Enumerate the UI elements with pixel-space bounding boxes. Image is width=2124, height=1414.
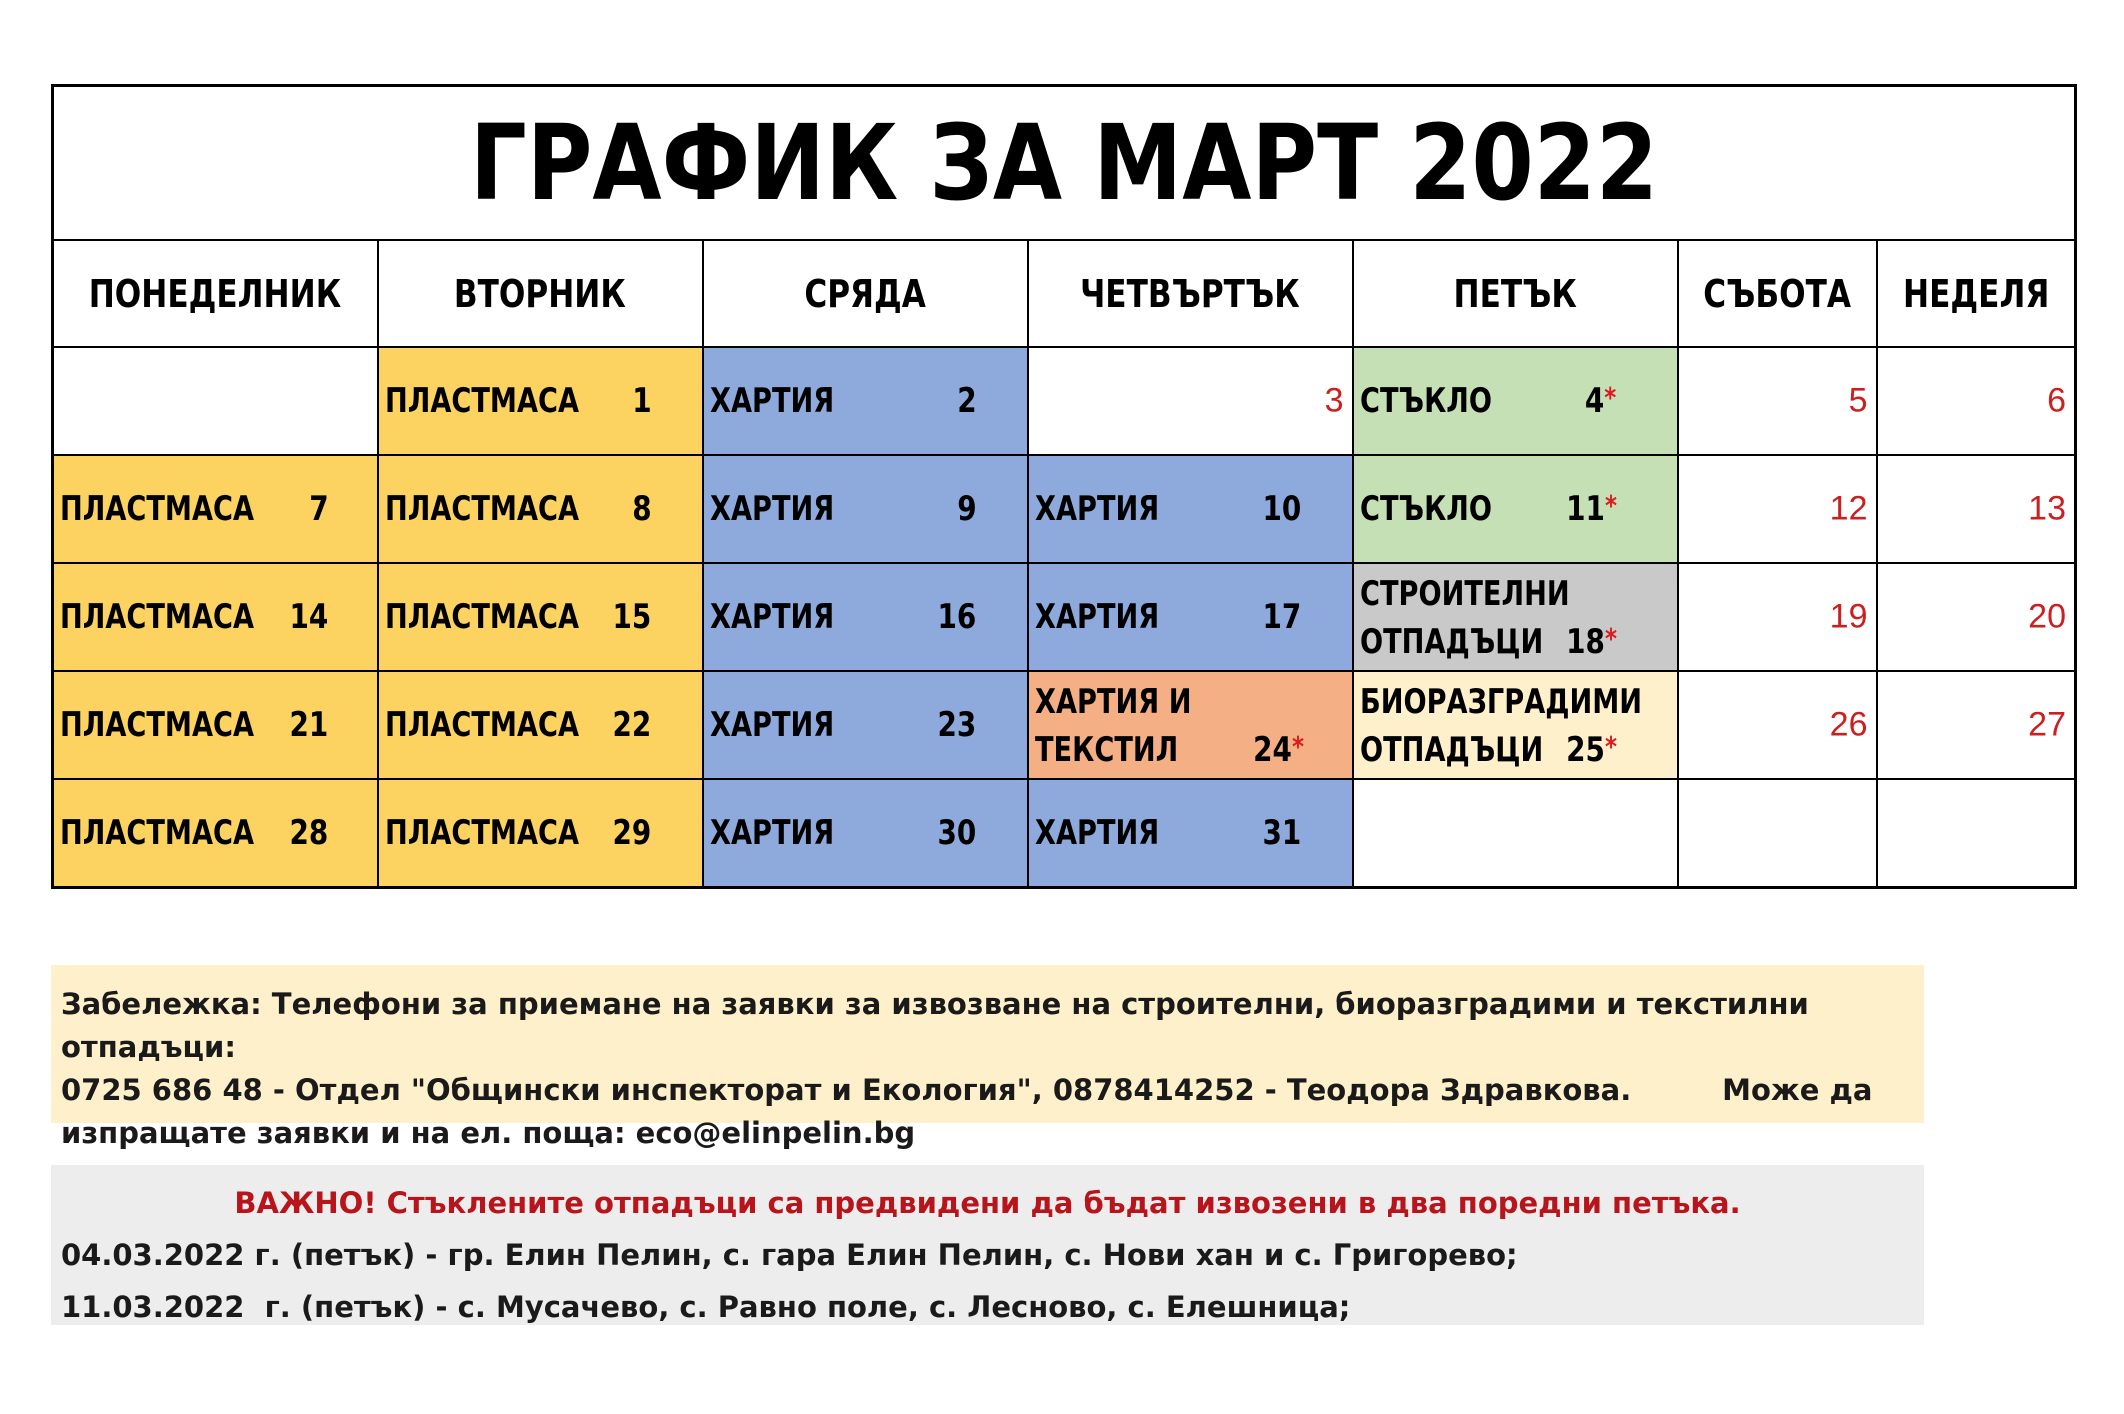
day-cell <box>378 347 703 455</box>
day-number <box>290 813 329 853</box>
day-cell <box>378 455 703 563</box>
day-cell-content <box>379 564 702 670</box>
day-cell <box>1678 671 1877 779</box>
day-cell-content <box>1878 456 2075 562</box>
day-cell-content <box>1679 456 1876 562</box>
day-cell <box>1353 563 1678 671</box>
day-number <box>1566 622 1617 662</box>
collection-label-line: БИОРАЗГРАДИМИ <box>1359 682 1642 722</box>
day-cell-content <box>1354 780 1677 886</box>
day-number: 12 <box>1829 489 1868 528</box>
day-number-text: 17 <box>1262 597 1302 637</box>
day-cell-content <box>379 348 702 454</box>
day-cell-content <box>379 456 702 562</box>
day-number: 20 <box>2028 597 2066 636</box>
day-number <box>613 705 652 745</box>
day-number-text: 2 <box>957 381 977 421</box>
important-box <box>51 1165 1924 1325</box>
day-cell <box>378 563 703 671</box>
day-cell-content <box>1354 348 1677 454</box>
week-row <box>53 347 2076 455</box>
day-number <box>938 597 977 637</box>
day-cell <box>1353 347 1678 455</box>
day-cell-content <box>1354 456 1677 562</box>
schedule-table <box>51 84 2077 889</box>
day-number-text: 9 <box>957 489 977 529</box>
collection-label <box>1360 570 1570 666</box>
day-cell <box>1678 455 1877 563</box>
day-number: 26 <box>1829 705 1868 744</box>
day-cell-content <box>1029 780 1352 886</box>
day-cell <box>53 671 378 779</box>
day-number: 3 <box>1324 381 1344 420</box>
collection-label: ХАРТИЯ <box>1034 597 1159 637</box>
collection-label: ХАРТИЯ <box>709 489 834 529</box>
collection-label-line: ОТПАДЪЦИ <box>1359 730 1543 770</box>
page-title: ГРАФИК ЗА МАРТ 2022 <box>469 102 1659 224</box>
day-cell <box>703 779 1028 888</box>
day-cell-content <box>54 564 377 670</box>
collection-label: ПЛАСТМАСА <box>60 813 255 853</box>
day-number <box>1585 381 1616 421</box>
weekday-header <box>53 240 378 347</box>
day-cell <box>378 671 703 779</box>
day-cell-content <box>1679 672 1876 778</box>
day-cell <box>1353 455 1678 563</box>
day-number <box>309 489 328 529</box>
day-number <box>1566 730 1617 770</box>
day-cell-content <box>1354 564 1677 670</box>
day-number-text: 22 <box>612 705 652 745</box>
day-cell-content <box>704 780 1027 886</box>
day-cell <box>1678 563 1877 671</box>
day-number <box>290 705 329 745</box>
day-number-text: 31 <box>1262 813 1302 853</box>
day-cell <box>1353 779 1678 888</box>
day-cell-content <box>1029 456 1352 562</box>
important-warning: ВАЖНО! Стъклените отпадъци са предвидени да бъдат извозени в два поредни петъка. <box>234 1186 1741 1220</box>
day-cell <box>53 455 378 563</box>
day-number-text: 18 <box>1565 622 1605 662</box>
day-number-text: 23 <box>937 705 977 745</box>
collection-label: ПЛАСТМАСА <box>384 705 579 745</box>
asterisk-mark: * <box>1604 730 1617 763</box>
week-row <box>53 671 2076 779</box>
asterisk-mark: * <box>1604 381 1617 414</box>
day-cell-content <box>704 672 1027 778</box>
weekday-label: СЪБОТА <box>1703 271 1851 316</box>
day-cell <box>53 347 378 455</box>
day-cell <box>1678 779 1877 888</box>
day-number: 5 <box>1848 381 1868 420</box>
collection-label: ХАРТИЯ <box>709 705 834 745</box>
day-number-text: 21 <box>289 705 329 745</box>
collection-label: ПЛАСТМАСА <box>60 489 255 529</box>
weekday-header <box>703 240 1028 347</box>
calendar-body <box>53 347 2076 888</box>
collection-label: ХАРТИЯ <box>709 597 834 637</box>
day-cell <box>1877 671 2076 779</box>
day-number <box>1253 730 1304 770</box>
day-cell-content <box>54 672 377 778</box>
day-cell-content <box>1878 672 2075 778</box>
day-cell <box>53 563 378 671</box>
day-number-text: 10 <box>1262 489 1302 529</box>
day-cell-content <box>704 564 1027 670</box>
weekday-header <box>1678 240 1877 347</box>
weekday-header <box>1353 240 1678 347</box>
day-cell-content <box>379 780 702 886</box>
collection-label: СТЪКЛО <box>1359 381 1492 421</box>
weekday-label: ПЕТЪК <box>1453 271 1577 316</box>
day-number <box>613 813 652 853</box>
day-number <box>1263 813 1302 853</box>
weekday-header-row <box>53 240 2076 347</box>
day-number: 13 <box>2028 489 2066 528</box>
collection-label: ПЛАСТМАСА <box>384 597 579 637</box>
day-number-text: 29 <box>612 813 652 853</box>
weekday-header <box>1877 240 2076 347</box>
day-cell-content <box>1679 780 1876 886</box>
note-line: 0725 686 48 - Отдел "Общински инспекторат и Екология", 0878414252 - Теодора Здравкова. Може да <box>61 1073 1873 1107</box>
week-row <box>53 455 2076 563</box>
day-cell <box>703 671 1028 779</box>
day-cell <box>1028 563 1353 671</box>
weekday-label: ЧЕТВЪРТЪК <box>1080 271 1300 316</box>
collection-label: СТЪКЛО <box>1359 489 1492 529</box>
day-cell <box>1028 671 1353 779</box>
day-cell-content <box>54 780 377 886</box>
collection-label: ПЛАСТМАСА <box>384 813 579 853</box>
day-number <box>957 489 976 529</box>
day-number-text: 7 <box>309 489 329 529</box>
collection-label: ПЛАСТМАСА <box>384 489 579 529</box>
day-cell <box>1028 347 1353 455</box>
day-cell-content <box>704 456 1027 562</box>
day-number-text: 11 <box>1565 489 1605 529</box>
collection-label-line: ОТПАДЪЦИ <box>1359 622 1543 662</box>
day-cell-content <box>1029 348 1352 454</box>
day-cell-content <box>379 672 702 778</box>
day-number-text: 4 <box>1585 381 1605 421</box>
day-number <box>957 381 976 421</box>
note-line: изпращате заявки и на ел. поща: eco@elinpelin.bg <box>61 1116 916 1150</box>
day-cell-content <box>1878 780 2075 886</box>
day-number <box>290 597 329 637</box>
weekday-header <box>378 240 703 347</box>
collection-label: ХАРТИЯ <box>1034 813 1159 853</box>
day-cell-content <box>704 348 1027 454</box>
week-row <box>53 779 2076 888</box>
day-number-text: 25 <box>1565 730 1605 770</box>
day-number <box>1263 489 1302 529</box>
day-cell <box>1678 347 1877 455</box>
day-cell <box>1877 563 2076 671</box>
title-cell <box>53 86 2076 241</box>
weekday-label: НЕДЕЛЯ <box>1902 271 2049 316</box>
day-number-text: 14 <box>289 597 329 637</box>
note-box <box>51 965 1924 1150</box>
collection-label: ПЛАСТМАСА <box>60 705 255 745</box>
collection-label-line: ХАРТИЯ И <box>1034 682 1191 722</box>
day-number <box>613 597 652 637</box>
important-line: 11.03.2022 г. (петък) - с. Мусачево, с. Равно поле, с. Лесново, с. Елешница; <box>61 1290 1351 1324</box>
day-number: 6 <box>2047 381 2066 420</box>
day-cell <box>378 779 703 888</box>
day-cell <box>1028 779 1353 888</box>
important-line: 04.03.2022 г. (петък) - гр. Елин Пелин, с. гара Елин Пелин, с. Нови хан и с. Григорево; <box>61 1238 1518 1272</box>
day-number <box>632 489 651 529</box>
day-number-text: 30 <box>937 813 977 853</box>
day-cell-content <box>54 348 377 454</box>
day-cell-content <box>1354 672 1677 778</box>
collection-label: ХАРТИЯ <box>1034 489 1159 529</box>
day-number <box>1566 489 1617 529</box>
collection-label-line: СТРОИТЕЛНИ <box>1359 574 1570 614</box>
asterisk-mark: * <box>1604 622 1617 655</box>
day-number-text: 8 <box>632 489 652 529</box>
weekday-header <box>1028 240 1353 347</box>
collection-label-line: ТЕКСТИЛ <box>1034 730 1178 770</box>
day-number: 27 <box>2028 705 2066 744</box>
day-cell-content <box>1878 564 2075 670</box>
collection-label: ХАРТИЯ <box>709 381 834 421</box>
collection-label: ХАРТИЯ <box>709 813 834 853</box>
day-cell <box>1353 671 1678 779</box>
collection-label: ПЛАСТМАСА <box>60 597 255 637</box>
day-cell-content <box>1679 348 1876 454</box>
day-number <box>938 813 977 853</box>
day-number <box>632 381 651 421</box>
collection-label <box>1035 678 1191 774</box>
note-line: Забележка: Телефони за приемане на заявки за извозване на строителни, биоразградими и текстилни отпадъци: <box>61 987 1809 1064</box>
day-number-text: 15 <box>612 597 652 637</box>
asterisk-mark: * <box>1291 730 1304 763</box>
asterisk-mark: * <box>1604 489 1617 522</box>
day-cell <box>1877 347 2076 455</box>
day-cell <box>1877 455 2076 563</box>
day-cell <box>1877 779 2076 888</box>
week-row <box>53 563 2076 671</box>
day-cell <box>703 347 1028 455</box>
day-number-text: 1 <box>632 381 652 421</box>
day-cell-content <box>54 456 377 562</box>
day-cell-content <box>1029 564 1352 670</box>
day-cell <box>703 455 1028 563</box>
day-number-text: 24 <box>1252 730 1292 770</box>
day-number-text: 28 <box>289 813 329 853</box>
day-number-text: 16 <box>937 597 977 637</box>
day-cell-content <box>1029 672 1352 778</box>
day-number <box>938 705 977 745</box>
day-cell-content <box>1679 564 1876 670</box>
weekday-label: СРЯДА <box>804 271 926 316</box>
day-cell <box>53 779 378 888</box>
day-number: 19 <box>1829 597 1868 636</box>
day-cell-content <box>1878 348 2075 454</box>
day-number <box>1263 597 1302 637</box>
weekday-label: ВТОРНИК <box>454 271 626 316</box>
day-cell <box>1028 455 1353 563</box>
weekday-label: ПОНЕДЕЛНИК <box>89 271 342 316</box>
day-cell <box>703 563 1028 671</box>
collection-label: ПЛАСТМАСА <box>384 381 579 421</box>
